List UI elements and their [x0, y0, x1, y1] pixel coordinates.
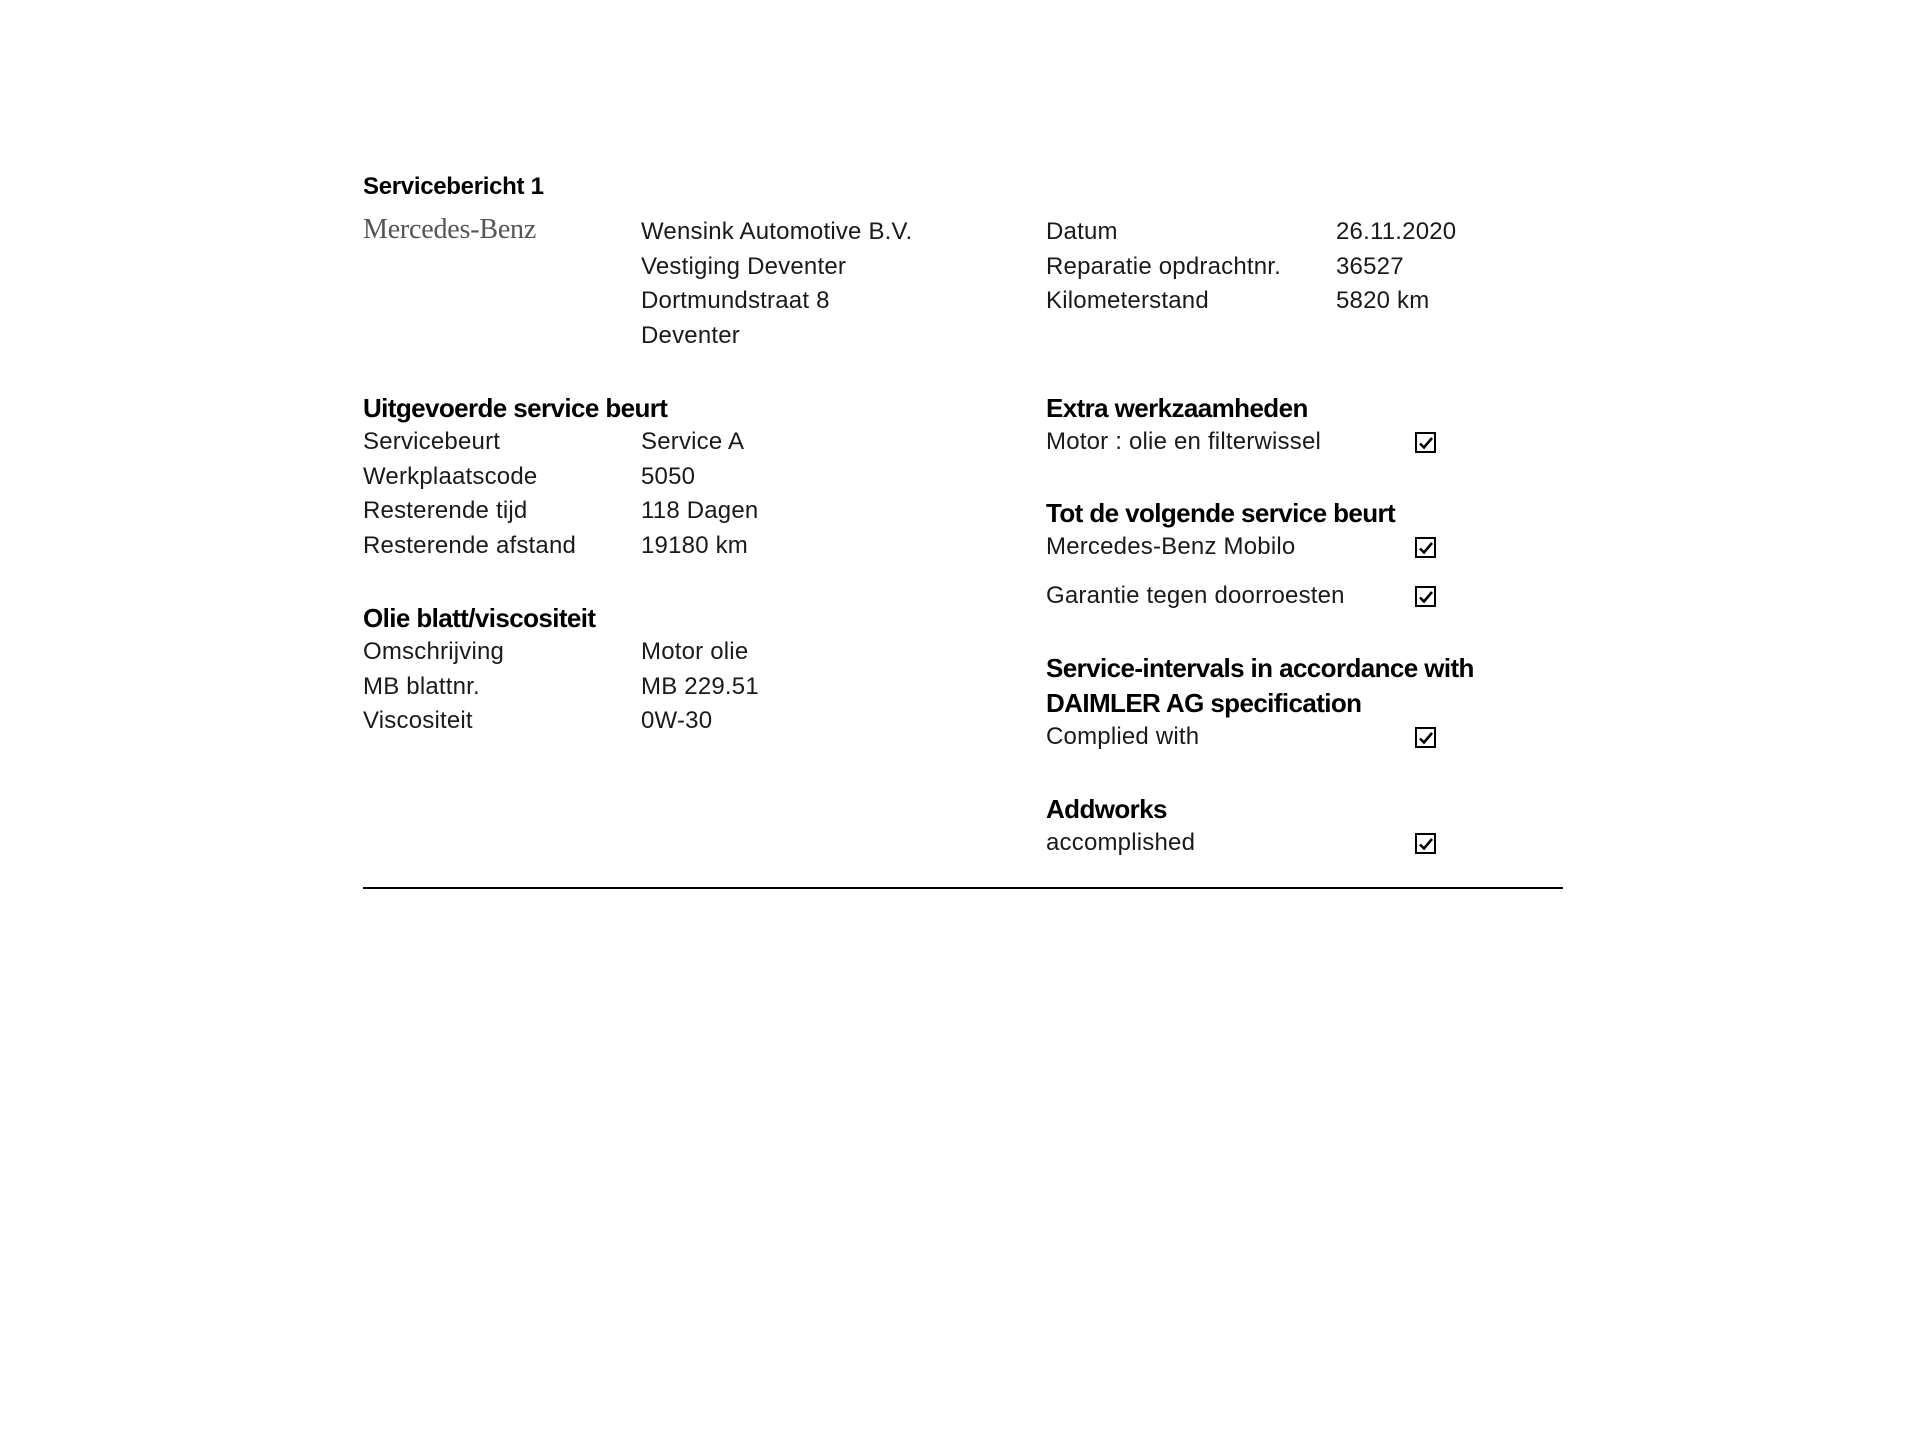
oil-value-spec-number: MB 229.51	[641, 673, 759, 700]
addworks-item-label: accomplished	[1046, 829, 1196, 856]
service-heading: Uitgevoerde service beurt	[363, 393, 668, 423]
next-service-item-mobilo-checkbox[interactable]	[1415, 537, 1436, 558]
bottom-divider	[363, 887, 1563, 889]
intervals-item-checkbox[interactable]	[1415, 727, 1436, 748]
service-value-remaining-distance: 19180 km	[641, 532, 748, 559]
oil-heading: Olie blatt/viscositeit	[363, 603, 596, 633]
oil-label-spec-number: MB blattnr.	[363, 673, 480, 700]
service-label-type: Servicebeurt	[363, 428, 501, 455]
oil-label-description: Omschrijving	[363, 638, 505, 665]
meta-value-mileage: 5820 km	[1336, 287, 1430, 314]
addworks-heading: Addworks	[1046, 794, 1167, 824]
service-value-workshop-code: 5050	[641, 463, 696, 490]
intervals-heading-line2: DAIMLER AG specification	[1046, 688, 1362, 718]
meta-value-date: 26.11.2020	[1336, 218, 1457, 245]
intervals-heading-line1: Service-intervals in accordance with	[1046, 653, 1474, 683]
checkmark-icon	[1418, 435, 1434, 451]
checkmark-icon	[1418, 589, 1434, 605]
dealer-city: Deventer	[641, 322, 740, 349]
extra-item-checkbox[interactable]	[1415, 432, 1436, 453]
brand-logo: Mercedes-Benz	[363, 214, 537, 245]
extra-item-label: Motor : olie en filterwissel	[1046, 428, 1322, 455]
service-value-remaining-time: 118 Dagen	[641, 497, 759, 524]
meta-value-order-number: 36527	[1336, 253, 1404, 280]
service-value-type: Service A	[641, 428, 745, 455]
meta-label-order-number: Reparatie opdrachtnr.	[1046, 253, 1282, 280]
meta-label-mileage: Kilometerstand	[1046, 287, 1209, 314]
dealer-branch: Vestiging Deventer	[641, 253, 847, 280]
addworks-item-checkbox[interactable]	[1415, 833, 1436, 854]
dealer-street: Dortmundstraat 8	[641, 287, 830, 314]
next-service-item-mobilo-label: Mercedes-Benz Mobilo	[1046, 533, 1296, 560]
checkmark-icon	[1418, 540, 1434, 556]
oil-value-description: Motor olie	[641, 638, 749, 665]
next-service-heading: Tot de volgende service beurt	[1046, 498, 1396, 528]
document-title: Servicebericht 1	[363, 173, 544, 200]
next-service-item-rust-checkbox[interactable]	[1415, 586, 1436, 607]
meta-label-date: Datum	[1046, 218, 1118, 245]
next-service-item-rust-label: Garantie tegen doorroesten	[1046, 582, 1345, 609]
service-label-remaining-distance: Resterende afstand	[363, 532, 577, 559]
oil-value-viscosity: 0W-30	[641, 707, 713, 734]
checkmark-icon	[1418, 836, 1434, 852]
checkmark-icon	[1418, 730, 1434, 746]
service-label-workshop-code: Werkplaatscode	[363, 463, 538, 490]
extra-heading: Extra werkzaamheden	[1046, 393, 1308, 423]
oil-label-viscosity: Viscositeit	[363, 707, 473, 734]
dealer-name: Wensink Automotive B.V.	[641, 218, 913, 245]
intervals-item-label: Complied with	[1046, 723, 1200, 750]
service-label-remaining-time: Resterende tijd	[363, 497, 528, 524]
